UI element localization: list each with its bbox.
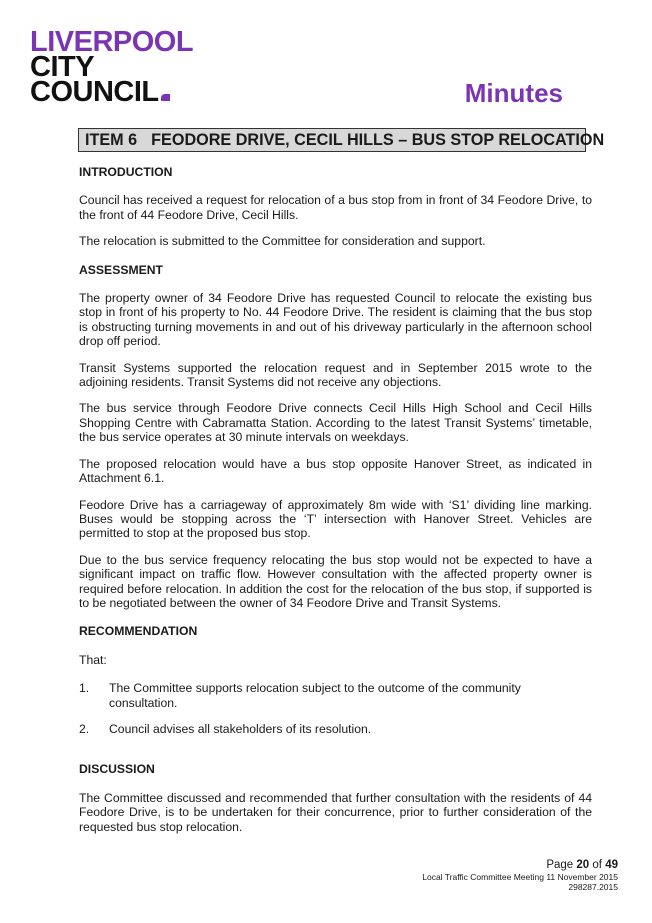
page-prefix: Page [546,859,574,871]
assessment-paragraph: The proposed relocation would have a bus stop opposite Hanover Street, as indicated in Attachment 6.1. [79,456,592,486]
recommendation-item-number: 1. [79,681,90,696]
item-title: FEODORE DRIVE, CECIL HILLS – BUS STOP RELOCATION [151,131,605,149]
logo-line-council [30,76,220,108]
recommendation-item [79,681,592,710]
introduction-paragraph: The relocation is submitted to the Committee for consideration and support. [79,234,486,249]
reference-number: 298287.2015 [568,882,618,892]
assessment-paragraph: The bus service through Feodore Drive connects Cecil Hills High School and Cecil Hills Shopping Centre with Cabramatta Station. According to the latest Transit Systems’ timetable, the bus service operates at 30 minute intervals on weekdays. [79,401,592,445]
item-title-bar [78,128,605,152]
page-total: 49 [605,859,618,871]
recommendation-item-number: 2. [79,721,90,736]
recommendation-item-text: The Committee supports relocation subject to the outcome of the community consultation. [109,681,521,710]
logo-line-city: CITY [30,51,95,83]
page-indicator [422,859,618,872]
council-logo [30,26,220,108]
page-of: of [592,859,602,871]
recommendation-heading: RECOMMENDATION [79,624,198,639]
document-type-title: Minutes [464,78,563,108]
page-number: 20 [576,859,590,871]
page-footer [422,859,618,892]
logo-line-liverpool: LIVERPOOL [30,26,194,58]
logo-mark-icon [161,94,170,101]
assessment-paragraph: Feodore Drive has a carriageway of approximately 8m wide with ‘S1’ dividing line marking. Buses would be stopping across the ‘T’ intersection with Hanover Street. Vehicles are permitted to stop at the proposed bus stop. [79,497,592,541]
assessment-paragraph: Transit Systems supported the relocation request and in September 2015 wrote to the adjoining residents. Transit Systems did not receive any objections. [79,360,592,390]
minutes-body [79,165,592,834]
item-number: ITEM 6 [85,131,138,149]
introduction-paragraph: Council has received a request for relocation of a bus stop from in front of 34 Feodore Drive, to the front of 44 Feodore Drive, Cecil Hills. [79,193,592,222]
recommendation-item-text: Council advises all stakeholders of its resolution. [109,721,372,736]
assessment-paragraph: Due to the bus service frequency relocating the bus stop would not be expected to have a significant impact on traffic flow. However consultation with the affected property owner is required before relocation. In addition the cost for the relocation of the bus stop, if supported is to be negotiated between the owner of 34 Feodore Drive and Transit Systems. [79,552,592,610]
recommendation-intro: That: [79,652,107,667]
introduction-heading: INTRODUCTION [79,165,173,179]
assessment-paragraph: The property owner of 34 Feodore Drive has requested Council to relocate the existing bus stop in front of his property to No. 44 Feodore Drive. The resident is claiming that the bus stop is obstructing turning movements in and out of his driveway particularly in the afternoon school drop off period. [79,291,592,349]
discussion-heading: DISCUSSION [79,762,155,777]
logo-line-council-text: COUNCIL [30,76,159,108]
recommendation-item [79,722,592,736]
assessment-heading: ASSESSMENT [79,262,163,277]
discussion-paragraph: The Committee discussed and recommended that further consultation with the residents of 44 Feodore Drive, is to be undertaken for their concurrence, prior to further consideration of the requested bus stop relocation. [79,790,592,834]
meeting-label: Local Traffic Committee Meeting 11 November 2015 [422,872,618,882]
